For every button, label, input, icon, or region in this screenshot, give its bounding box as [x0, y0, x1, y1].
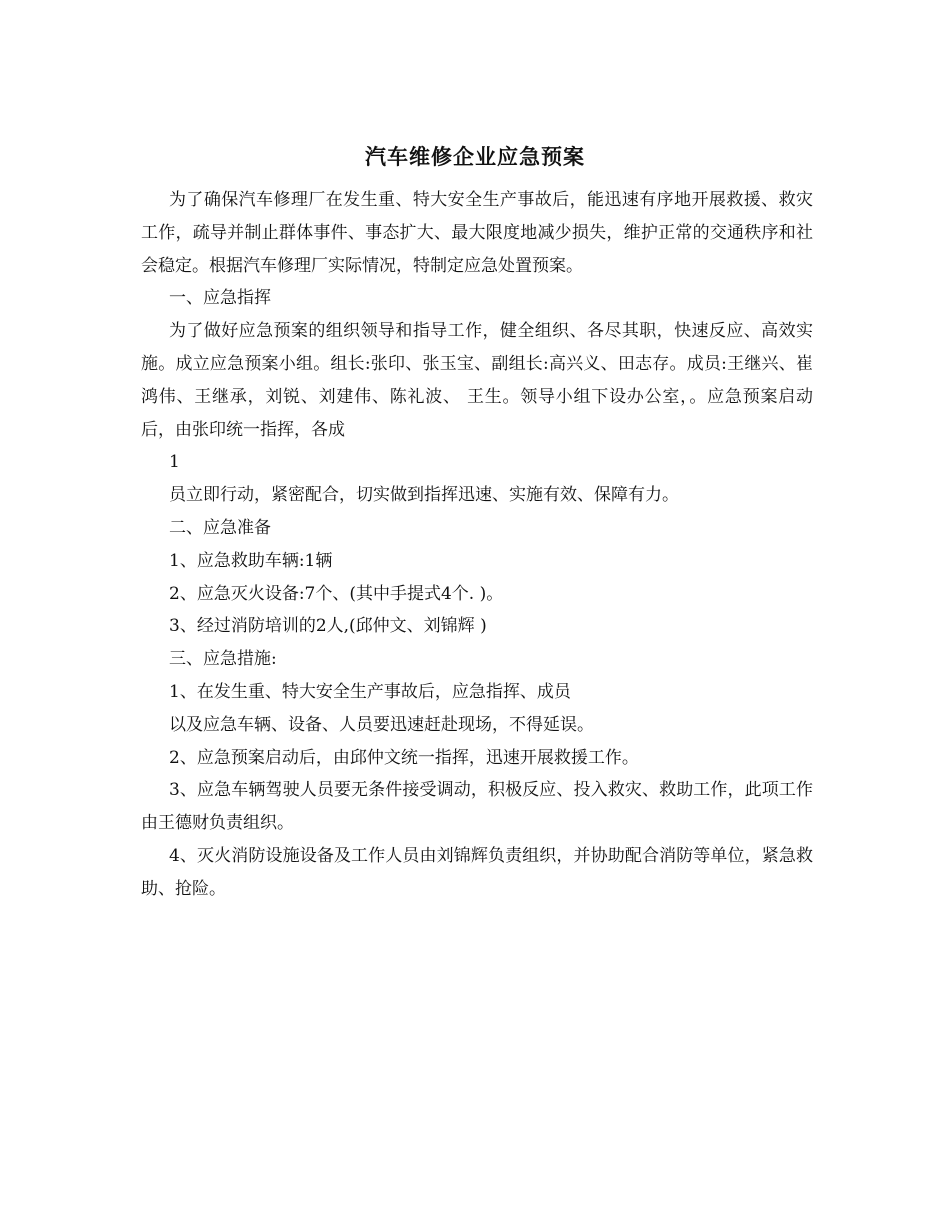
- document-title: 汽车维修企业应急预案: [365, 144, 585, 169]
- preparation-item-fire-equipment: 2、应急灭火设备:7个、(其中手提式4个. )。: [169, 583, 504, 604]
- command-paragraph-continued: 员立即行动，紧密配合，切实做到指挥迅速、实施有效、保障有力。: [169, 485, 679, 506]
- measure-item-3: 3、应急车辆驾驶人员要无条件接受调动，积极反应、投入救灾、救助工作，此项工作由王德财负责组织。: [141, 780, 813, 834]
- command-paragraph: 为了做好应急预案的组织领导和指导工作，健全组织、各尽其职，快速反应、高效实施。成立应急预案小组。组长:张印、张玉宝、副组长:高兴义、田志存。成员:王继兴、崔鸿伟、王继承，刘锐、刘建伟、陈礼波、 王生。领导小组下设办公室，。应急预案启动后，由张印统一指挥，各成: [141, 321, 813, 440]
- section-heading-measures: 三、应急措施:: [169, 649, 277, 670]
- measure-item-1-continued: 以及应急车辆、设备、人员要迅速赶赴现场，不得延误。: [169, 714, 594, 735]
- page-number: 1: [169, 452, 180, 473]
- preparation-item-vehicles: 1、应急救助车辆:1辆: [169, 550, 333, 571]
- intro-paragraph: 为了确保汽车修理厂在发生重、特大安全生产事故后，能迅速有序地开展救援、救灾工作，疏导并制止群体事件、事态扩大、最大限度地减少损失，维护正常的交通秩序和社会稳定。根据汽车修理厂实际情况，特制定应急处置预案。: [141, 190, 813, 276]
- preparation-item-trained-staff: 3、经过消防培训的2人,(邱仲文、刘锦辉 ): [169, 616, 487, 637]
- section-heading-preparation: 二、应急准备: [169, 517, 271, 538]
- measure-item-4: 4、灭火消防设施设备及工作人员由刘锦辉负责组织，并协助配合消防等单位，紧急救助、抢险。: [141, 845, 813, 899]
- measure-item-2: 2、应急预案启动后，由邱仲文统一指挥，迅速开展救援工作。: [169, 747, 639, 768]
- measure-item-1: 1、在发生重、特大安全生产事故后，应急指挥、成员: [169, 681, 571, 702]
- section-heading-command: 一、应急指挥: [169, 288, 271, 309]
- document-body: [141, 184, 813, 906]
